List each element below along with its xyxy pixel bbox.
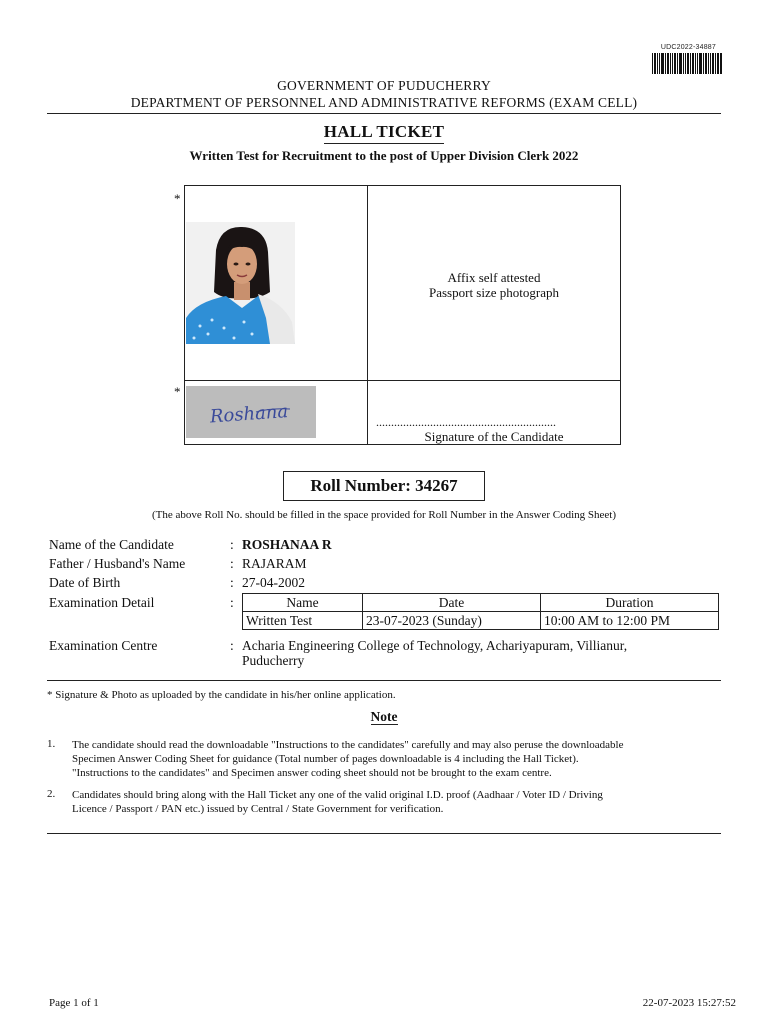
exam-table-row [243,612,719,630]
details-divider [47,680,721,681]
note-title-text: Note [370,709,398,724]
page-number: Page 1 of 1 [49,997,99,1009]
grid-vertical-divider [367,186,368,444]
exam-table-header: Date [363,594,541,612]
page-title [0,122,768,144]
affix-photo-line2: Passport size photograph [429,285,559,300]
department-name: DEPARTMENT OF PERSONNEL AND ADMINISTRATIVE REFORMS (EXAM CELL) [130,95,638,110]
exam-detail-colon: : [230,595,234,610]
note-item-line: Candidates should bring along with the Hall Ticket any one of the valid original I.D. proof (Aadhaar / Voter ID / Driving [72,789,603,801]
centre-value-line1: Acharia Engineering College of Technology, Achariyapuram, Villianur, [242,638,628,653]
footnote: * Signature & Photo as uploaded by the candidate in his/her online application. [47,689,396,701]
dob-label: Date of Birth [49,575,121,590]
page-subtitle: Written Test for Recruitment to the post of Upper Division Clerk 2022 [189,148,579,163]
name-colon: : [230,537,234,552]
note-item-line: Licence / Passport / PAN etc.) issued by Central / State Government for verification. [72,803,444,815]
candidate-photo [186,222,295,344]
note-item-number: 2. [47,788,56,800]
dob-value: 27-04-2002 [242,575,305,590]
barcode-code: UDC2022-34887 [660,44,716,51]
exam-date-cell: 23-07-2023 (Sunday) [363,612,541,630]
photo-star: * [174,191,181,206]
exam-name-cell: Written Test [243,612,363,630]
exam-table-header-row [243,594,719,612]
note-item-number: 1. [47,738,56,750]
father-label: Father / Husband's Name [49,556,186,571]
exam-detail-table [242,593,719,630]
roll-number-note: (The above Roll No. should be filled in the space provided for Roll Number in the Answer Coding Sheet) [151,509,617,521]
note-item-line: The candidate should read the downloadable "Instructions to the candidates" carefully and may also peruse the downloadable [72,739,624,751]
exam-table-header: Name [243,594,363,612]
affix-photo-line1: Affix self attested [447,270,541,285]
signature-label: Signature of the Candidate [424,429,564,444]
signature-star: * [174,384,181,399]
exam-table-header: Duration [541,594,719,612]
signature-handwriting: Roshana [209,401,289,428]
father-colon: : [230,556,234,571]
name-value: ROSHANAA R [242,537,332,552]
note-item [72,738,728,780]
centre-label: Examination Centre [49,638,158,653]
exam-duration-cell: 10:00 AM to 12:00 PM [541,612,719,630]
print-timestamp: 22-07-2023 15:27:52 [642,997,736,1009]
centre-colon: : [230,638,234,653]
candidate-signature-image [186,386,316,438]
page-title-text: HALL TICKET [324,122,445,144]
name-label: Name of the Candidate [49,537,174,552]
government-name: GOVERNMENT OF PUDUCHERRY [277,78,491,93]
note-item-line: "Instructions to the candidates" and Specimen answer coding sheet should not be brought to the exam centre. [72,767,552,779]
grid-horizontal-divider [185,380,620,381]
roll-number-box: Roll Number: 34267 [283,471,485,501]
header-divider [47,113,721,114]
exam-detail-label: Examination Detail [49,595,155,610]
dob-colon: : [230,575,234,590]
father-value: RAJARAM [242,556,307,571]
centre-value-line2: Puducherry [242,653,305,668]
note-title [0,709,768,725]
signature-dotted-line: ............................................................ [376,415,556,429]
notes-divider [47,833,721,834]
note-item [72,788,728,816]
barcode-image [652,53,722,74]
note-item-line: Specimen Answer Coding Sheet for guidance (Total number of pages downloadable is 4 including the Hall Ticket). [72,753,579,765]
